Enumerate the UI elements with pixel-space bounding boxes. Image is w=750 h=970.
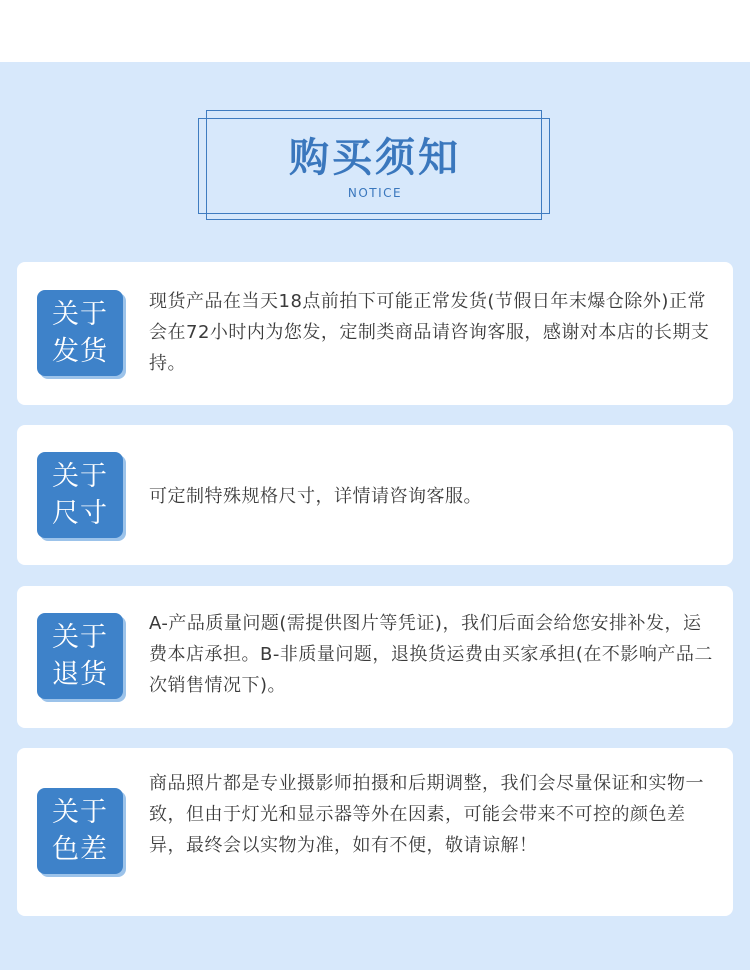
badge-line: 关于	[52, 461, 108, 492]
section-badge	[37, 452, 123, 538]
badge-line: 退货	[52, 659, 108, 690]
badge-line: 发货	[52, 336, 108, 367]
page-title: 购买须知	[289, 135, 461, 181]
badge-line: 关于	[52, 299, 108, 330]
section-card-color	[17, 748, 733, 916]
section-card-returns	[17, 586, 733, 728]
top-spacer	[0, 0, 750, 62]
section-badge	[37, 788, 123, 874]
section-card-size	[17, 425, 733, 565]
section-text: 可定制特殊规格尺寸，详情请咨询客服。	[149, 486, 482, 507]
section-badge	[37, 290, 123, 376]
section-text: 现货产品在当天18点前拍下可能正常发货(节假日年末爆仓除外)正常会在72小时内为您发，定制类商品请咨询客服，感谢对本店的长期支持。	[149, 291, 710, 374]
section-badge	[37, 613, 123, 699]
badge-line: 色差	[52, 834, 108, 865]
badge-line: 关于	[52, 622, 108, 653]
badge-line: 关于	[52, 797, 108, 828]
section-text: 商品照片都是专业摄影师拍摄和后期调整，我们会尽量保证和实物一致，但由于灯光和显示器等外在因素，可能会带来不可控的颜色差异，最终会以实物为准，如有不便，敬请谅解！	[149, 773, 704, 856]
title-box	[198, 116, 552, 220]
notice-panel	[0, 62, 750, 970]
badge-line: 尺寸	[52, 498, 108, 529]
page-subtitle: NOTICE	[347, 186, 403, 200]
section-text: A-产品质量问题(需提供图片等凭证)，我们后面会给您安排补发，运费本店承担。B-非质量问题，退换货运费由买家承担(在不影响产品二次销售情况下)。	[149, 613, 713, 696]
section-card-shipping	[17, 262, 733, 405]
